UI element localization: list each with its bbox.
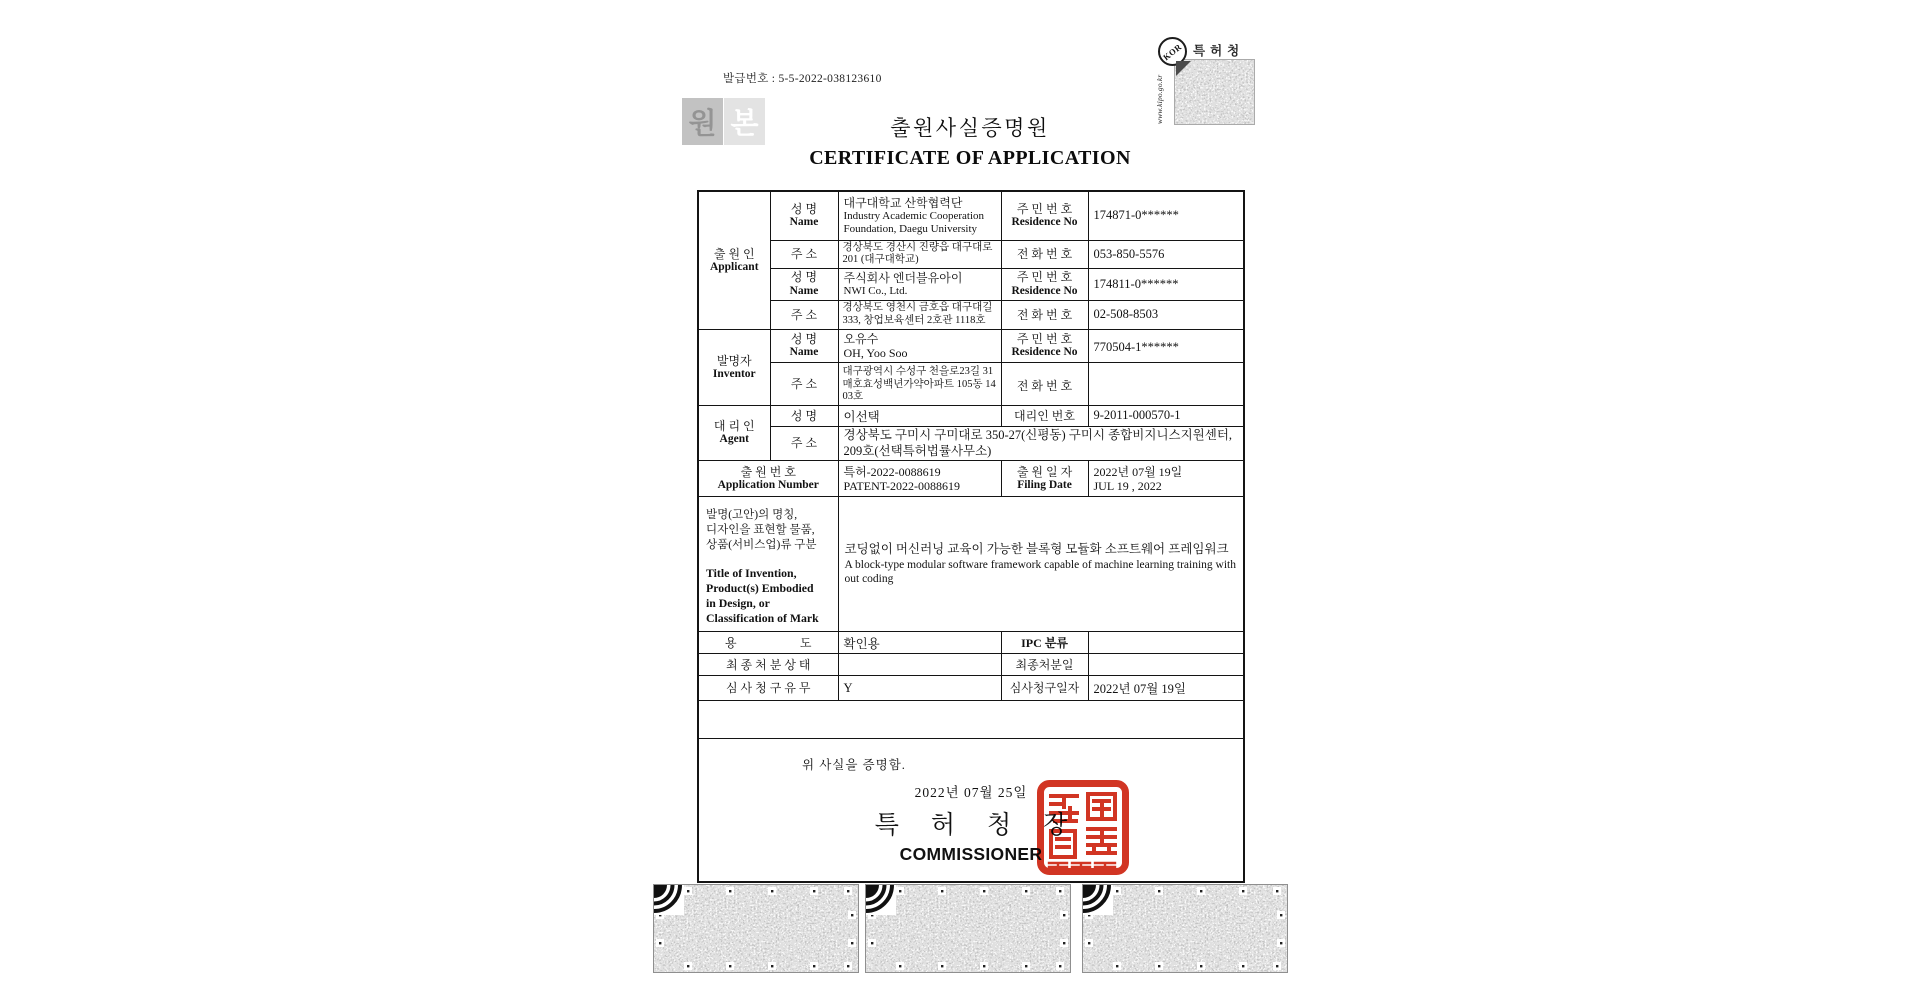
final-status-label: 최 종 처 분 상 태 [698, 654, 838, 676]
official-seal [1036, 779, 1130, 876]
barcode-block [653, 884, 859, 973]
applicant-label-ko: 출 원 인 [713, 246, 755, 261]
resno-label-cell: 주 민 번 호 Residence No [1001, 329, 1088, 362]
resno-label-cell: 주 민 번 호 Residence No [1001, 268, 1088, 300]
qr-corner-triangle-icon [1176, 61, 1191, 76]
table-row [698, 363, 1244, 406]
usage-label: 용 도 [698, 632, 838, 654]
issue-date: 2022년 07월 25일 [914, 785, 1028, 801]
table-row [698, 676, 1244, 701]
applicant1-address: 경상북도 경산시 진량읍 대구대로 201 (대구대학교) [838, 240, 1001, 268]
phone-label-cell: 전 화 번 호 [1001, 363, 1088, 406]
name-label-cell: 성 명 [770, 405, 838, 426]
exam-request-label: 심 사 청 구 유 무 [698, 676, 838, 701]
table-row [698, 497, 1244, 632]
empty-cell [698, 701, 1244, 739]
addr-label-cell: 주 소 [770, 426, 838, 460]
agentno-label-cell: 대리인 번호 [1001, 405, 1088, 426]
filing-date: 2022년 07월 19일 JUL 19 , 2022 [1088, 461, 1244, 497]
final-date-value [1088, 654, 1244, 676]
invention-title-value: 코딩없이 머신러닝 교육이 가능한 블록형 모듈화 소프트웨어 프레임워크 A block-type modular software framework capable of machine learning training without coding [838, 497, 1244, 632]
agent-number: 9-2011-000570-1 [1088, 405, 1244, 426]
addr-label-cell: 주 소 [770, 240, 838, 268]
name-label-cell: 성 명 Name [770, 191, 838, 240]
name-label-cell: 성 명 Name [770, 329, 838, 362]
sound-arcs-icon [654, 885, 684, 915]
document-title-english: CERTIFICATE OF APPLICATION [809, 147, 1131, 169]
agent-address: 경상북도 구미시 구미대로 350-27(신평동) 구미시 종합비지니스지원센터, 209호(선택특허법률사무소) [838, 426, 1244, 460]
table-row [698, 632, 1244, 654]
resno-label-cell: 주 민 번 호 Residence No [1001, 191, 1088, 240]
issue-number: 발급번호 : 5-5-2022-038123610 [723, 73, 882, 85]
kor-badge-text: KOR [1161, 41, 1184, 62]
filing-date-label: 출 원 일 자 Filing Date [1001, 461, 1088, 497]
exam-date-label: 심사청구일자 [1001, 676, 1088, 701]
barcode-strip [653, 884, 1289, 974]
applicant-label-en: Applicant [709, 260, 759, 273]
phone-label-cell: 전 화 번 호 [1001, 240, 1088, 268]
commissioner-cell [698, 739, 1244, 882]
table-row [698, 191, 1244, 240]
inventor-resno: 770504-1****** [1088, 329, 1244, 362]
sound-arcs-icon [1083, 885, 1113, 915]
table-row [698, 329, 1244, 362]
applicant2-address: 경상북도 영천시 금호읍 대구대길 333, 창업보육센터 2호관 1118호 [838, 300, 1001, 329]
table-row [698, 654, 1244, 676]
barcode-block [865, 884, 1071, 973]
applicant2-phone: 02-508-8503 [1088, 300, 1244, 329]
inventor-phone [1088, 363, 1244, 406]
section-applicant [698, 191, 770, 329]
final-date-label: 최종처분일 [1001, 654, 1088, 676]
exam-request-value: Y [838, 676, 1001, 701]
section-agent: 대 리 인 Agent [698, 405, 770, 460]
applicant1-phone: 053-850-5576 [1088, 240, 1244, 268]
applicant1-resno: 174871-0****** [1088, 191, 1244, 240]
section-inventor: 발명자 Inventor [698, 329, 770, 405]
sound-arcs-icon [866, 885, 896, 915]
table-row [698, 461, 1244, 497]
applicant1-name: 대구대학교 산학협력단 Industry Academic Cooperation Foundation, Daegu University [838, 191, 1001, 240]
inventor-address: 대구광역시 수성구 천을로23길 31 매호효성백년가약아파트 105동 1403호 [838, 363, 1001, 406]
watermark-char-2: 본 [724, 98, 765, 145]
certification-statement: 위 사실을 증명함. [802, 758, 906, 773]
watermark-char-1: 원 [682, 98, 723, 145]
phone-label-cell: 전 화 번 호 [1001, 300, 1088, 329]
table-row [698, 426, 1244, 460]
final-status-value [838, 654, 1001, 676]
usage-value: 확인용 [838, 632, 1001, 654]
name-label-cell: 성 명 Name [770, 268, 838, 300]
ipc-value [1088, 632, 1244, 654]
barcode-block [1082, 884, 1288, 973]
table-row [698, 268, 1244, 300]
table-row-commissioner [698, 739, 1244, 882]
kipo-logo [1153, 36, 1257, 132]
application-number: 특허-2022-0088619 PATENT-2022-0088619 [838, 461, 1001, 497]
applicant2-name: 주식회사 엔더블유아이 NWI Co., Ltd. [838, 268, 1001, 300]
ipc-label: IPC 분류 [1001, 632, 1088, 654]
kipo-agency-name: 특허청 [1193, 44, 1245, 58]
commissioner-title-english: COMMISSIONER [899, 844, 1043, 865]
commissioner-title-korean: 특허청장 [874, 812, 1100, 840]
application-number-label: 출 원 번 호 Application Number [698, 461, 838, 497]
document-title-korean: 출원사실증명원 [890, 116, 1050, 140]
invention-title-label-en: Title of Invention, Product(s) Embodied in Design, or Classification of Mark [706, 565, 819, 626]
applicant2-resno: 174811-0****** [1088, 268, 1244, 300]
table-row [698, 405, 1244, 426]
table-row [698, 240, 1244, 268]
agent-name: 이선택 [838, 405, 1001, 426]
invention-title-label: 발명(고안)의 명칭, 디자인을 표현할 물품, 상품(서비스업)류 구분 Title of Invention, Product(s) Embodied in Design, or Classification of Mark [698, 497, 838, 632]
table-row-empty [698, 701, 1244, 739]
addr-label-cell: 주 소 [770, 363, 838, 406]
addr-label-cell: 주 소 [770, 300, 838, 329]
certificate-table [697, 190, 1245, 883]
kipo-url: www.kipo.go.kr [1155, 74, 1164, 124]
exam-date-value: 2022년 07월 19일 [1088, 676, 1244, 701]
inventor-name: 오유수 OH, Yoo Soo [838, 329, 1001, 362]
table-row [698, 300, 1244, 329]
